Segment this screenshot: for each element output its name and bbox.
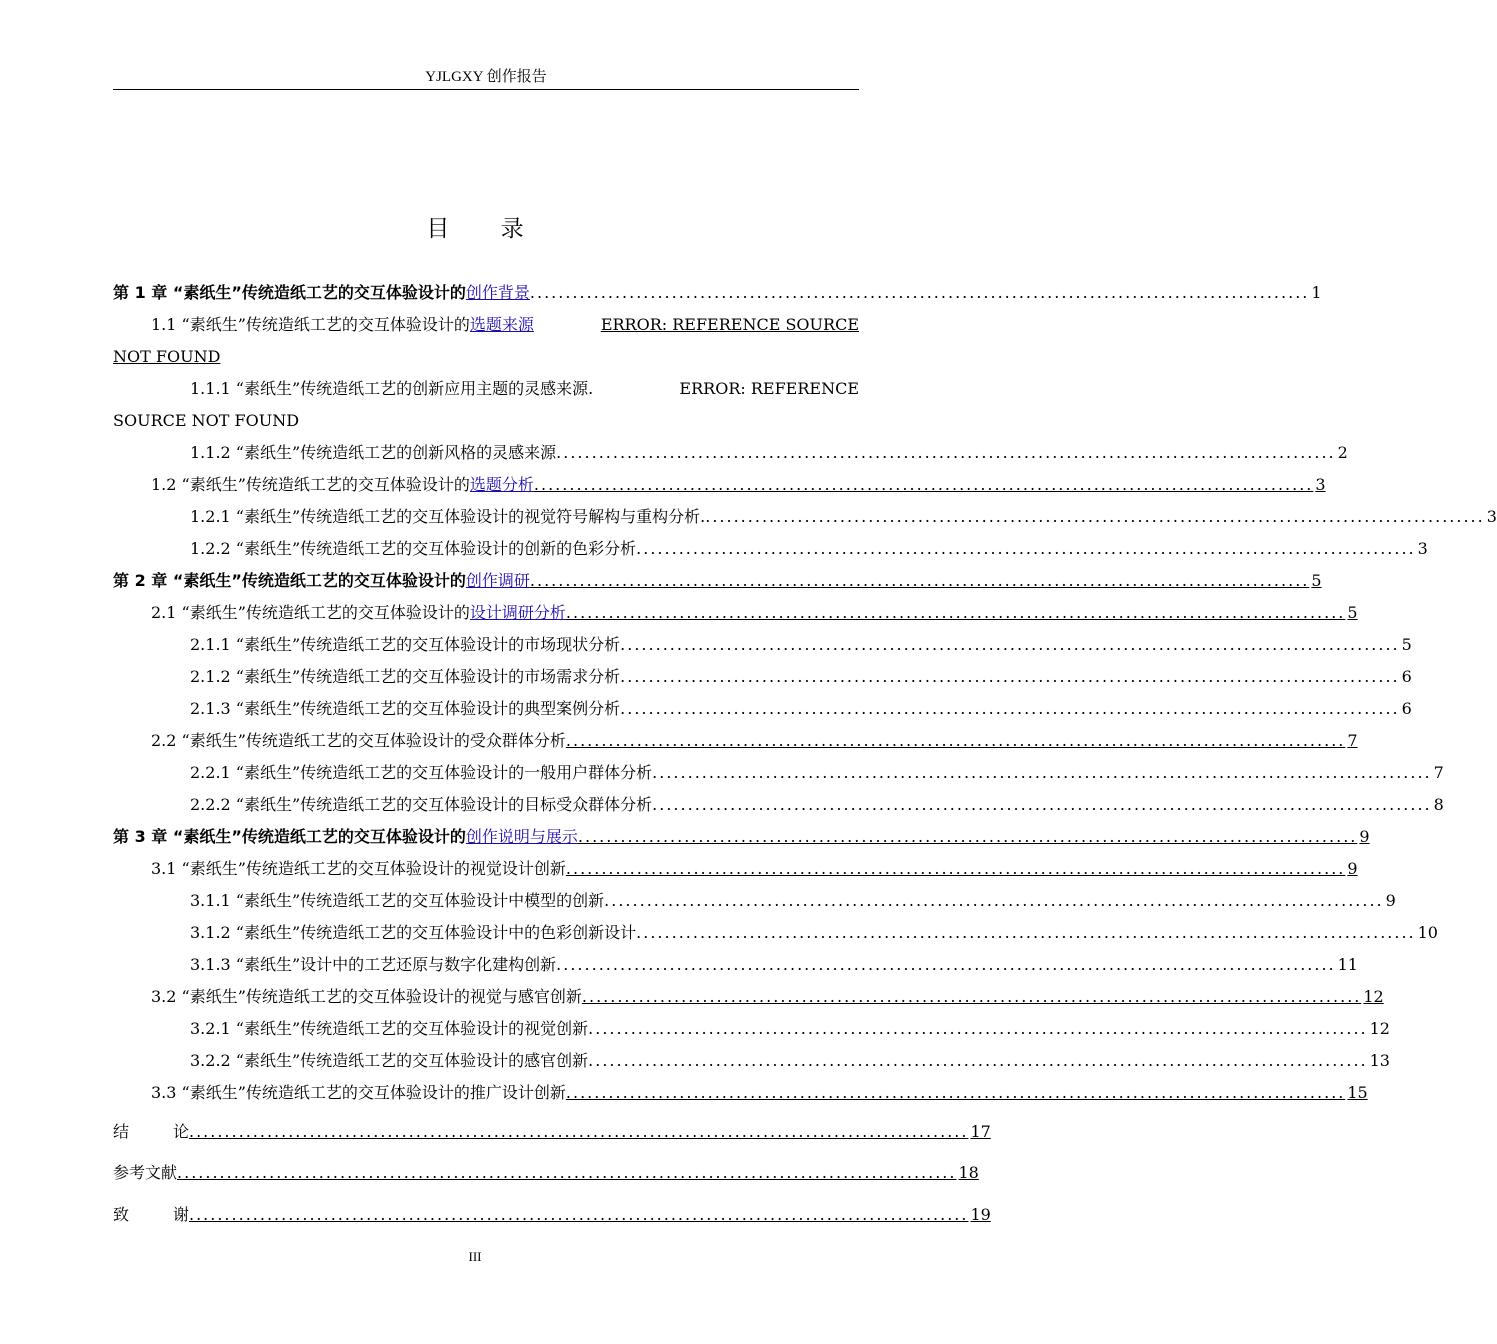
toc-leader-dots: ..............................................................................................................	[620, 635, 1400, 654]
toc-page-number: 5	[1347, 603, 1358, 622]
toc-page-number: 8	[1433, 795, 1444, 814]
toc-entry-conclusion[interactable]	[113, 1116, 991, 1148]
toc-page-number: 6	[1401, 699, 1412, 718]
toc-entry-2-1-3[interactable]	[113, 693, 1412, 725]
toc-leader-dots: ..............................................................................................................	[565, 731, 1346, 750]
toc-entry-text: 2.2 “素纸生”传统造纸工艺的交互体验设计的受众群体分析	[151, 731, 566, 750]
toc-entry-text: 3.1.2 “素纸生”传统造纸工艺的交互体验设计中的色彩创新设计	[190, 923, 637, 942]
toc-page-number: 17	[970, 1122, 991, 1141]
toc-entry-link[interactable]: 设计调研分析	[469, 603, 566, 622]
toc-page-number: 15	[1347, 1083, 1368, 1102]
toc-entry-2-1-1[interactable]	[113, 629, 1412, 661]
toc-entry-text: 结 论	[113, 1122, 189, 1141]
toc-entry-link[interactable]: 选题分析	[469, 475, 534, 494]
toc-entry-text: 3.2 “素纸生”传统造纸工艺的交互体验设计的视觉与感官创新	[151, 987, 582, 1006]
toc-leader-dots: ..............................................................................................................	[556, 955, 1336, 974]
toc-entry-1-2-2[interactable]	[113, 533, 1428, 565]
toc-entry-2-2-2[interactable]	[113, 789, 1444, 821]
toc-leader-dots: ..............................................................................................................	[620, 667, 1400, 686]
page-number-footer: III	[468, 1249, 482, 1264]
toc-leader-dots: ..............................................................................................................	[529, 283, 1310, 302]
toc-page-number: 11	[1337, 955, 1358, 974]
toc-leader-dots: ..............................................................................................................	[189, 1122, 969, 1141]
toc-page-number: 18	[958, 1163, 979, 1182]
toc-entry-text: 2.1.1 “素纸生”传统造纸工艺的交互体验设计的市场现状分析	[190, 635, 621, 654]
toc-entry-text: 第 1 章 “素纸生”传统造纸工艺的交互体验设计的	[113, 283, 466, 302]
toc-entry-text: 1.1.1 “素纸生”传统造纸工艺的创新应用主题的灵感来源.	[190, 379, 594, 398]
toc-leader-dots: ..............................................................................................................	[652, 795, 1432, 814]
toc-leader-dots: ..............................................................................................................	[652, 763, 1432, 782]
toc-entry-3-1-3[interactable]	[113, 949, 1358, 981]
toc-entry-2-2[interactable]	[113, 725, 1358, 757]
toc-entry-text: 1.2 “素纸生”传统造纸工艺的交互体验设计的	[151, 475, 470, 494]
toc-error-text: ERROR: REFERENCE	[679, 379, 859, 398]
toc-leader-dots: ..............................................................................................................	[177, 1163, 957, 1182]
toc-page-number: 5	[1401, 635, 1412, 654]
toc-entry-3-1-1[interactable]	[113, 885, 1396, 917]
toc-page-number: 6	[1401, 667, 1412, 686]
toc-entry-chapter-2[interactable]	[113, 565, 1322, 597]
toc-entry-text: 2.1.2 “素纸生”传统造纸工艺的交互体验设计的市场需求分析	[190, 667, 621, 686]
toc-entry-link[interactable]: 创作说明与展示	[465, 827, 578, 846]
toc-page-number: 19	[970, 1205, 991, 1224]
toc-page-number: 10	[1417, 923, 1438, 942]
toc-page-number: 7	[1347, 731, 1358, 750]
toc-entry-text: 1.1.2 “素纸生”传统造纸工艺的创新风格的灵感来源	[190, 443, 557, 462]
toc-entry-text: 致 谢	[113, 1205, 189, 1224]
toc-error-text-cont: NOT FOUND	[113, 347, 221, 366]
toc-error-text-cont: SOURCE NOT FOUND	[113, 411, 300, 430]
toc-entry-3-2[interactable]	[113, 981, 1384, 1013]
toc-entry-1-1-1[interactable]	[113, 373, 859, 437]
toc-entry-2-1-2[interactable]	[113, 661, 1412, 693]
toc-entry-text: 1.1 “素纸生”传统造纸工艺的交互体验设计的	[151, 315, 470, 334]
toc-entry-chapter-3[interactable]	[113, 821, 1370, 853]
toc-leader-dots: ..............................................................................................................	[636, 923, 1416, 942]
toc-page-number: 9	[1359, 827, 1370, 846]
toc-entry-3-2-2[interactable]	[113, 1045, 1390, 1077]
toc-page-number: 12	[1369, 1019, 1390, 1038]
toc-page-number: 12	[1363, 987, 1384, 1006]
toc-entry-3-3[interactable]	[113, 1077, 1368, 1109]
toc-entry-link[interactable]: 创作背景	[465, 283, 530, 302]
header-rule	[113, 89, 859, 90]
toc-leader-dots: ..............................................................................................................	[533, 475, 1314, 494]
toc-page-number: 3	[1417, 539, 1428, 558]
toc-entry-text: 参考文献	[113, 1163, 178, 1182]
toc-entry-references[interactable]	[113, 1157, 979, 1189]
toc-leader-dots: ..............................................................................................................	[565, 859, 1346, 878]
toc-leader-dots: ..............................................................................................................	[565, 1083, 1346, 1102]
toc-leader-dots: ..............................................................................................................	[189, 1205, 969, 1224]
toc-page-number: 1	[1311, 283, 1322, 302]
toc-entry-text: 3.2.1 “素纸生”传统造纸工艺的交互体验设计的视觉创新	[190, 1019, 589, 1038]
toc-entry-text: 3.2.2 “素纸生”传统造纸工艺的交互体验设计的感官创新	[190, 1051, 589, 1070]
toc-entry-3-2-1[interactable]	[113, 1013, 1390, 1045]
toc-leader-dots: ..............................................................................................................	[620, 699, 1400, 718]
toc-page-number: 7	[1433, 763, 1444, 782]
toc-entry-text: 2.2.2 “素纸生”传统造纸工艺的交互体验设计的目标受众群体分析	[190, 795, 653, 814]
toc-page-number: 3	[1486, 507, 1497, 526]
toc-leader-dots: ..............................................................................................................	[556, 443, 1336, 462]
toc-entry-3-1-2[interactable]	[113, 917, 1438, 949]
toc-entry-text: 3.3 “素纸生”传统造纸工艺的交互体验设计的推广设计创新	[151, 1083, 566, 1102]
toc-leader-dots: ..............................................................................................................	[636, 539, 1416, 558]
toc-page-number: 9	[1385, 891, 1396, 910]
toc-entry-1-2[interactable]	[113, 469, 1326, 501]
toc-entry-text: 2.1 “素纸生”传统造纸工艺的交互体验设计的	[151, 603, 470, 622]
toc-entry-text: 2.2.1 “素纸生”传统造纸工艺的交互体验设计的一般用户群体分析	[190, 763, 653, 782]
toc-entry-chapter-1[interactable]	[113, 277, 1322, 309]
toc-leader-dots: ..............................................................................................................	[581, 987, 1362, 1006]
toc-entry-text: 3.1.3 “素纸生”设计中的工艺还原与数字化建构创新	[190, 955, 557, 974]
toc-entry-text: 1.2.1 “素纸生”传统造纸工艺的交互体验设计的视觉符号解构与重构分析.	[190, 507, 706, 526]
toc-entry-link[interactable]: 创作调研	[465, 571, 530, 590]
toc-entry-3-1[interactable]	[113, 853, 1358, 885]
toc-entry-link[interactable]: 选题来源	[469, 315, 534, 334]
toc-entry-2-2-1[interactable]	[113, 757, 1444, 789]
toc-entry-text: 3.1 “素纸生”传统造纸工艺的交互体验设计的视觉设计创新	[151, 859, 566, 878]
toc-entry-acknowledgements[interactable]	[113, 1199, 991, 1231]
toc-page-number: 2	[1337, 443, 1348, 462]
toc-leader-dots: ..............................................................................................................	[588, 1019, 1368, 1038]
toc-leader-dots: ..............................................................................................................	[588, 1051, 1368, 1070]
toc-leader-dots: ..............................................................................................................	[604, 891, 1384, 910]
toc-page-number: 9	[1347, 859, 1358, 878]
toc-entry-1-1[interactable]	[113, 309, 859, 373]
toc-error-text: ERROR: REFERENCE SOURCE	[600, 315, 859, 334]
toc-page-number: 3	[1315, 475, 1326, 494]
toc-entry-text: 1.2.2 “素纸生”传统造纸工艺的交互体验设计的创新的色彩分析	[190, 539, 637, 558]
toc-entry-1-2-1[interactable]	[113, 501, 1497, 533]
toc-entry-text: 3.1.1 “素纸生”传统造纸工艺的交互体验设计中模型的创新	[190, 891, 605, 910]
toc-leader-dots: ..............................................................................................................	[565, 603, 1346, 622]
toc-entry-text: 第 2 章 “素纸生”传统造纸工艺的交互体验设计的	[113, 571, 466, 590]
toc-page-number: 5	[1311, 571, 1322, 590]
toc-page-number: 13	[1369, 1051, 1390, 1070]
toc-entry-text: 2.1.3 “素纸生”传统造纸工艺的交互体验设计的典型案例分析	[190, 699, 621, 718]
toc-entry-text: 第 3 章 “素纸生”传统造纸工艺的交互体验设计的	[113, 827, 466, 846]
toc-entry-1-1-2[interactable]	[113, 437, 1348, 469]
page-header: YJLGXY 创作报告	[425, 69, 547, 85]
toc-leader-dots: ..............................................................................................................	[705, 507, 1485, 526]
toc-entry-2-1[interactable]	[113, 597, 1358, 629]
toc-leader-dots: ..............................................................................................................	[577, 827, 1358, 846]
toc-title: 目 录	[426, 216, 546, 242]
toc-leader-dots: ..............................................................................................................	[529, 571, 1310, 590]
